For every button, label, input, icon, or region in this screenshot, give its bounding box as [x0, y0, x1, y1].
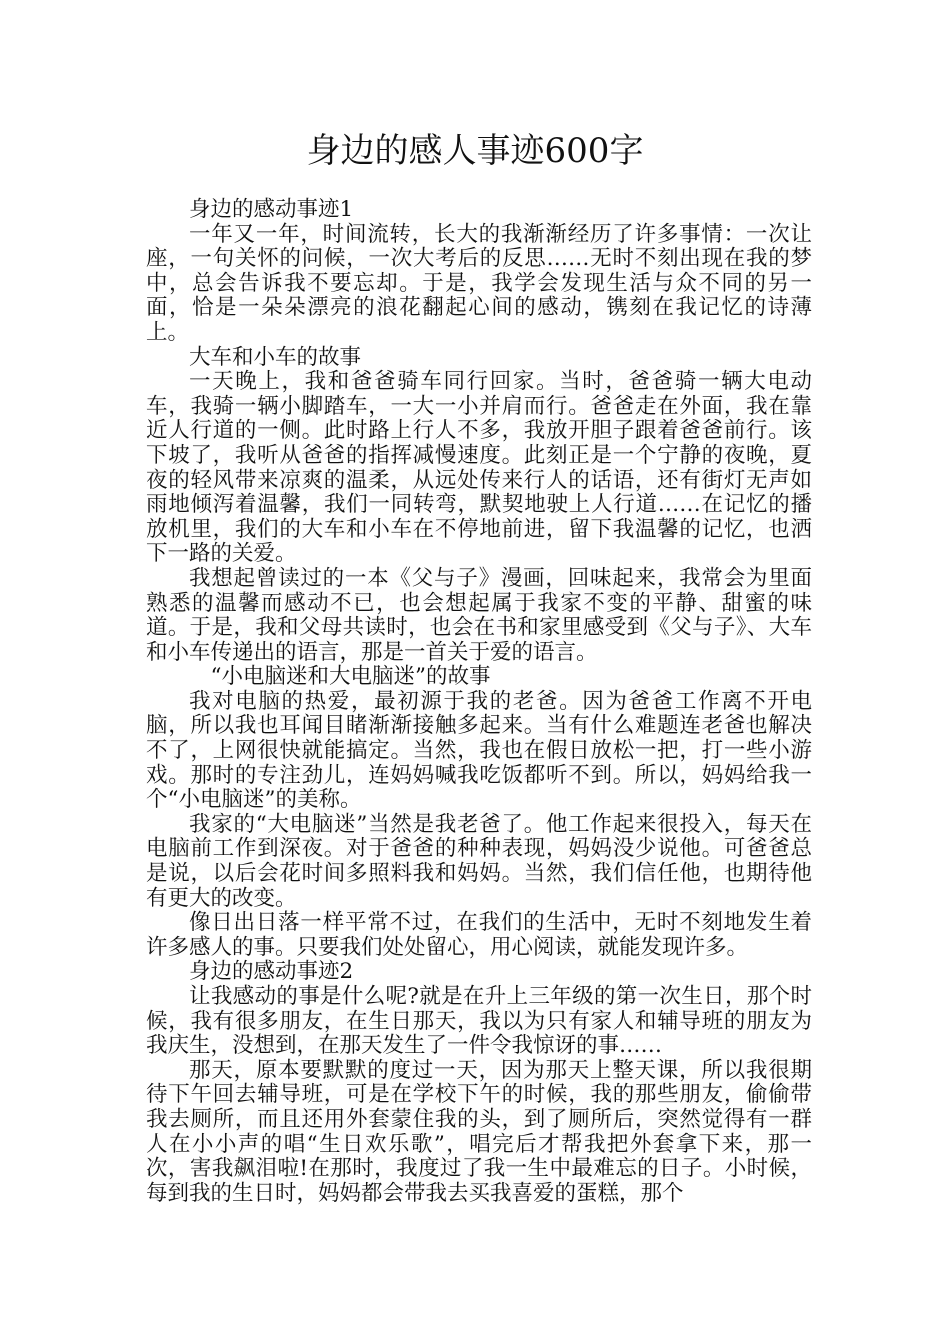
section-heading: “小电脑迷和大电脑迷”的故事 — [210, 664, 491, 690]
paragraph: 一年又一年，时间流转，长大的我渐渐经历了许多事情：一次让座，一句关怀的问候，一次大考后的反思……无时不刻出现在我的梦中，总会告诉我不要忘却。于是，我学会发现生活与众不同的另一面，恰是一朵朵漂亮的浪花翻起心间的感动，镌刻在我记忆的诗薄上。 — [146, 221, 812, 345]
paragraph: 我家的“大电脑迷”当然是我老爸了。他工作起来很投入，每天在电脑前工作到深夜。对于爸爸的种种表现，妈妈没少说他。可爸爸总是说，以后会花时间多照料我和妈妈。当然，我们信任他，也期待他有更大的改变。 — [146, 811, 812, 911]
paragraph: 那天，原本要默默的度过一天，因为那天上整天课，所以我很期待下午回去辅导班，可是在学校下午的时候，我的那些朋友，偷偷带我去厕所，而且还用外套蒙住我的头，到了厕所后，突然觉得有一群人在小小声的唱“生日欢乐歌”，唱完后才帮我把外套拿下来，那一次，害我飙泪啦!在那时，我度过了我一生中最难忘的日子。小时候，每到我的生日时，妈妈都会带我去买我喜爱的蛋糕，那个 — [146, 1057, 812, 1206]
document-body — [146, 198, 812, 1206]
paragraph: 像日出日落一样平常不过，在我们的生活中，无时不刻地发生着许多感人的事。只要我们处处留心，用心阅读，就能发现许多。 — [146, 910, 812, 960]
paragraph: 我想起曾读过的一本《父与子》漫画，回味起来，我常会为里面熟悉的温馨而感动不已，也会想起属于我家不变的平静、甜蜜的味道。于是，我和父母共读时，也会在书和家里感受到《父与子》、大车和小车传递出的语言，那是一首关于爱的语言。 — [146, 565, 812, 665]
section-heading: 大车和小车的故事 — [189, 344, 362, 370]
section-heading: 身边的感动事迹2 — [189, 959, 354, 985]
paragraph: 我对电脑的热爱，最初源于我的老爸。因为爸爸工作离不开电脑，所以我也耳闻目睹渐渐接触多起来。当有什么难题连老爸也解决不了，上网很快就能搞定。当然，我也在假日放松一把，打一些小游戏。那时的专注劲儿，连妈妈喊我吃饭都听不到。所以，妈妈给我一个“小电脑迷”的美称。 — [146, 688, 812, 813]
paragraph: 让我感动的事是什么呢?就是在升上三年级的第一次生日，那个时候，我有很多朋友，在生日那天，我以为只有家人和辅导班的朋友为我庆生，没想到，在那天发生了一件令我惊讶的事…… — [146, 984, 812, 1059]
document-title: 身边的感人事迹600字 — [306, 131, 644, 171]
section-heading: 身边的感动事迹1 — [189, 197, 354, 222]
paragraph: 一天晚上，我和爸爸骑车同行回家。当时，爸爸骑一辆大电动车，我骑一辆小脚踏车，一大一小并肩而行。爸爸走在外面，我在靠近人行道的一侧。此时路上行人不多，我放开胆子跟着爸爸前行。该下坡了，我听从爸爸的指挥减慢速度。此刻正是一个宁静的夜晚，夏夜的轻风带来凉爽的温柔，从远处传来行人的话语，还有街灯无声如雨地倾泻着温馨，我们一同转弯，默契地驶上人行道……在记忆的播放机里，我们的大车和小车在不停地前进，留下我温馨的记忆，也洒下一路的关爱。 — [146, 369, 812, 567]
